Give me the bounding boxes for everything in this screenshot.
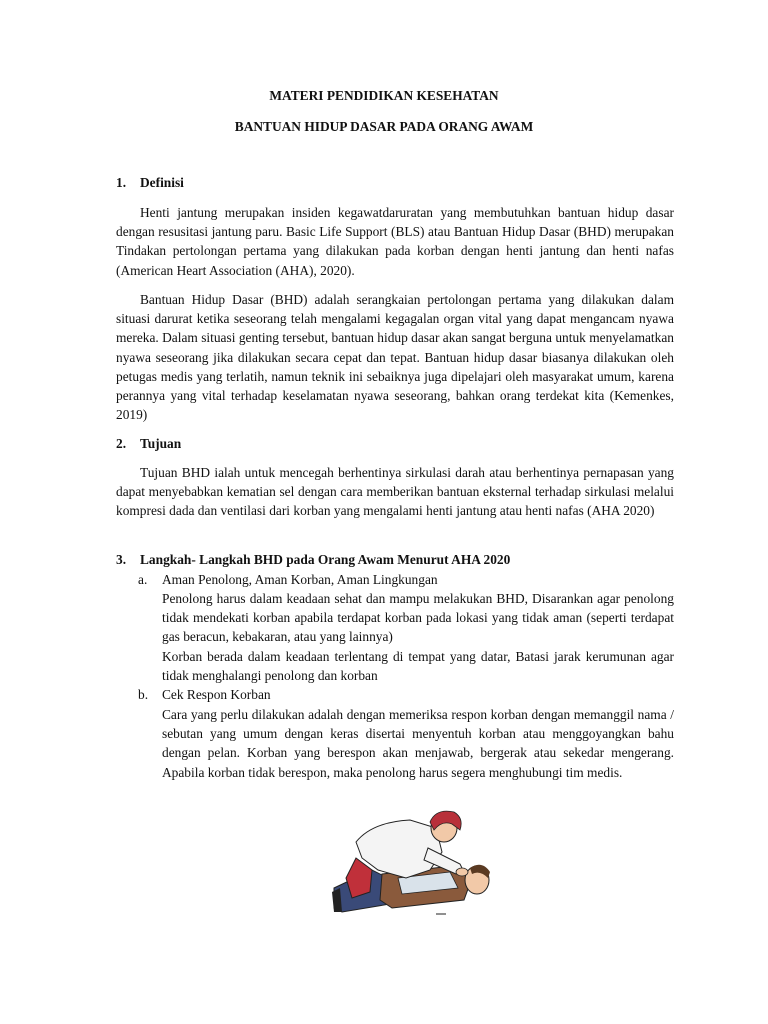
- paragraph-tujuan: Tujuan BHD ialah untuk mencegah berhentinya sirkulasi darah atau berhentinya pernapasan yang dapat menyebabkan kematian sel dengan cara memberikan bantuan eksternal terhadap sirkulasi melalui kompresi dada dan ventilasi dari korban yang mengalami henti jantung atau henti nafas (AHA 2020): [116, 465, 674, 519]
- section-heading-tujuan: [116, 434, 181, 453]
- rescuer-pants: [346, 858, 372, 898]
- subitem-label: Aman Penolong, Aman Korban, Aman Lingkungan: [162, 572, 438, 587]
- section-title: Tujuan: [140, 436, 182, 451]
- subitem-label: Cek Respon Korban: [162, 687, 271, 702]
- paragraph-aman-1: Penolong harus dalam keadaan sehat dan mampu melakukan BHD, Disarankan agar penolong tidak mendekati korban apabila terdapat korban pada lokasi yang tidak aman (seperti terdapat gas beracun, kebakaran, atau yang lainnya): [162, 591, 674, 645]
- section-heading-langkah: [116, 550, 510, 569]
- subitem-heading-aman: [138, 570, 438, 589]
- document-subtitle: BANTUAN HIDUP DASAR PADA ORANG AWAM: [234, 119, 534, 134]
- illustration-check-response: [332, 808, 494, 918]
- paragraph-cek-respon: Cara yang perlu dilakukan adalah dengan memeriksa respon korban dengan memanggil nama / sebutan yang umum dengan keras disertai menyentuh korban atau menggoyangkan bahu dengan pelan. Korban yang berespon akan menjawab, bergerak atau sekedar mengerang. Apabila korban tidak berespon, maka penolong harus segera menghubungi tim medis.: [162, 707, 674, 780]
- section-number: 2.: [116, 436, 127, 451]
- section-title: Langkah- Langkah BHD pada Orang Awam Menurut AHA 2020: [140, 552, 511, 567]
- section-number: 3.: [116, 552, 127, 567]
- subitem-heading-cek-respon: [138, 685, 271, 704]
- subitem-letter: a.: [138, 572, 148, 587]
- rescuer-hand: [456, 868, 468, 876]
- section-heading-definisi: [116, 173, 184, 192]
- paragraph-definisi-2: Bantuan Hidup Dasar (BHD) adalah serangkaian pertolongan pertama yang dilakukan dalam situasi darurat ketika seseorang telah mengalami kegagalan organ vital yang dapat mengancam nyawa mereka. Dalam situasi genting tersebut, bantuan hidup dasar akan sangat berguna untuk menyelamatkan nyawa seseorang jika dilakukan secara cepat dan tepat. Bantuan hidup dasar biasanya dilakukan oleh petugas medis yang terlatih, namun teknik ini sebaiknya juga dipelajari oleh masyarakat umum, karena perannya yang vital terhadap keselamatan nyawa seseorang, bahkan orang terdekat kita (Kemenkes, 2019): [116, 292, 674, 423]
- subitem-letter: b.: [138, 687, 149, 702]
- section-number: 1.: [116, 175, 127, 190]
- section-title: Definisi: [140, 175, 184, 190]
- document-title: MATERI PENDIDIKAN KESEHATAN: [269, 88, 499, 103]
- paragraph-aman-2: Korban berada dalam keadaan terlentang di tempat yang datar, Batasi jarak kerumunan agar tidak menghalangi penolong dan korban: [162, 649, 674, 684]
- paragraph-definisi-1: Henti jantung merupakan insiden kegawatdaruratan yang membutuhkan bantuan hidup dasar dengan resusitasi jantung paru. Basic Life Support (BLS) atau Bantuan Hidup Dasar (BHD) merupakan Tindakan pertolongan pertama yang dilakukan pada korban dengan henti jantung dan henti nafas (American Heart Association (AHA), 2020).: [116, 205, 674, 278]
